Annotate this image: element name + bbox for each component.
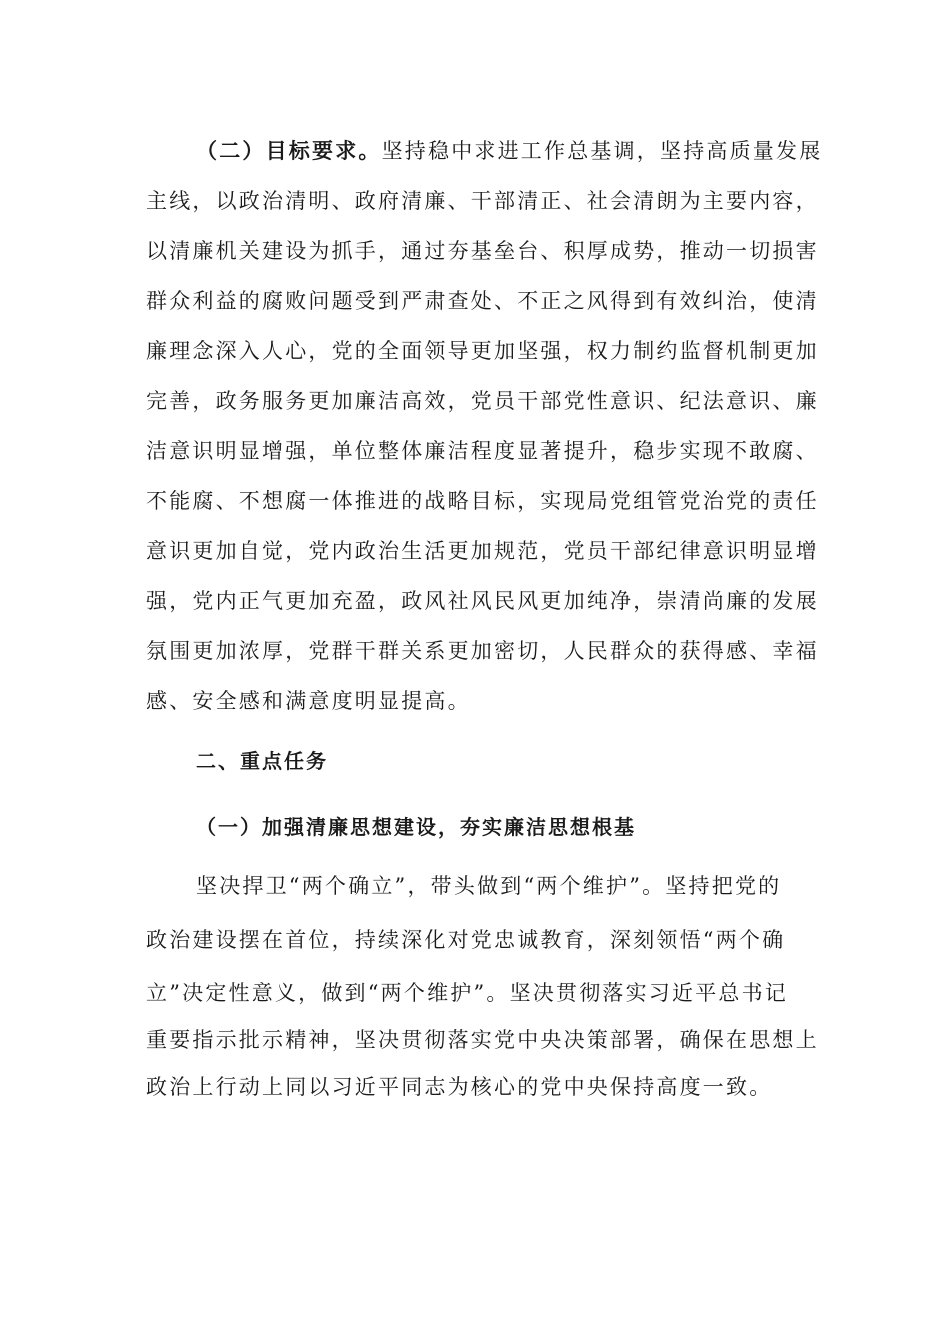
goal-paragraph-line: 群众利益的腐败问题受到严肃查处、不正之风得到有效纠治，使清 — [146, 289, 819, 313]
goal-paragraph-line: 廉理念深入人心，党的全面领导更加坚强，权力制约监督机制更加 — [146, 339, 819, 363]
tasks-paragraph-line: 重要指示批示精神，坚决贯彻落实党中央决策部署，确保在思想上 — [146, 1028, 819, 1052]
tasks-paragraph-line: 立”决定性意义，做到“两个维护”。坚决贯彻落实习近平总书记 — [146, 981, 789, 1005]
goal-paragraph-line: 洁意识明显增强，单位整体廉洁程度显著提升，稳步实现不敢腐、 — [146, 439, 819, 463]
goal-paragraph-line: 完善，政务服务更加廉洁高效，党员干部党性意识、纪法意识、廉 — [146, 389, 819, 413]
goal-paragraph-line: 强，党内正气更加充盈，政风社风民风更加纯净，崇清尚廉的发展 — [146, 589, 819, 613]
goal-paragraph-line: 感、安全感和满意度明显提高。 — [146, 689, 471, 713]
goal-paragraph-line: 不能腐、不想腐一体推进的战略目标，实现局党组管党治党的责任 — [146, 489, 819, 513]
goal-paragraph-line-1 — [196, 136, 822, 166]
tasks-paragraph-line: 政治建设摆在首位，持续深化对党忠诚教育，深刻领悟“两个确 — [146, 928, 786, 952]
tasks-paragraph-line: 政治上行动上同以习近平同志为核心的党中央保持高度一致。 — [146, 1075, 773, 1099]
goal-paragraph-line: 主线，以政治清明、政府清廉、干部清正、社会清朗为主要内容， — [146, 189, 819, 213]
goal-lead-heading: （二）目标要求。 — [196, 138, 382, 163]
goal-paragraph-line: 意识更加自觉，党内政治生活更加规范，党员干部纪律意识明显增 — [146, 539, 819, 563]
goal-paragraph-line: 氛围更加浓厚，党群干群关系更加密切，人民群众的获得感、幸福 — [146, 639, 819, 663]
section-heading-key-tasks: 二、重点任务 — [196, 749, 328, 773]
tasks-paragraph-line: 坚决捍卫“两个确立”，带头做到“两个维护”。坚持把党的 — [196, 874, 782, 898]
goal-paragraph-line: 以清廉机关建设为抓手，通过夯基垒台、积厚成势，推动一切损害 — [146, 239, 819, 263]
subsection-heading-integrity-thought: （一）加强清廉思想建设，夯实廉洁思想根基 — [196, 815, 636, 839]
goal-line-text: 坚持稳中求进工作总基调，坚持高质量发展 — [381, 139, 823, 163]
